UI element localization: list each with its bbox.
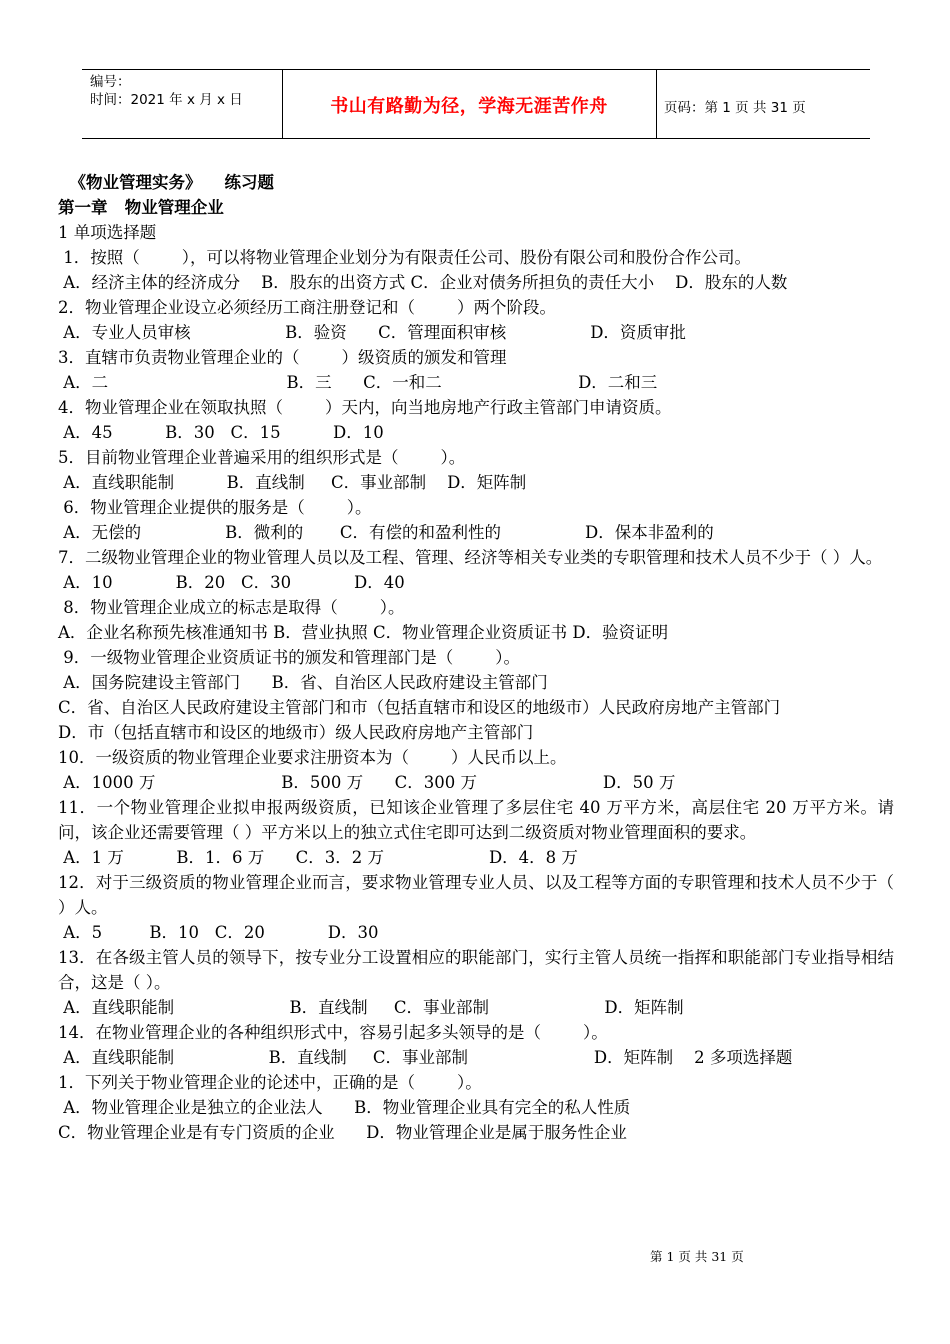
- options-line: A．物业管理企业是独立的企业法人 B．物业管理企业具有完全的私人性质: [58, 1098, 631, 1117]
- header-divider: [656, 70, 657, 138]
- options-line: A．1 万 B．1．6 万 C．3．2 万 D．4．8 万: [58, 848, 578, 867]
- question-line: 3．直辖市负责物业管理企业的（ ）级资质的颁发和管理: [58, 348, 507, 367]
- options-line: A．国务院建设主管部门 B．省、自治区人民政府建设主管部门: [58, 673, 548, 692]
- header-motto: 书山有路勤为径，学海无涯苦作舟: [330, 96, 608, 117]
- options-line: D．市（包括直辖市和设区的地级市）级人民政府房地产主管部门: [58, 723, 534, 742]
- section-heading: 1 单项选择题: [58, 223, 157, 242]
- header-page-label: 页码：第 1 页 共 31 页: [664, 100, 806, 116]
- options-line: A．1000 万 B．500 万 C．300 万 D．50 万: [58, 773, 676, 792]
- doc-time-label: 时间：2021 年 x 月 x 日: [90, 92, 243, 108]
- options-line: C．物业管理企业是有专门资质的企业 D．物业管理企业是属于服务性企业: [58, 1123, 627, 1142]
- chapter-heading: 第一章 物业管理企业: [58, 198, 224, 217]
- doc-number-label: 编号：: [90, 74, 131, 90]
- options-line: A．专业人员审核 B．验资 C．管理面积审核 D．资质审批: [58, 323, 686, 342]
- options-line: A．无偿的 B．微利的 C．有偿的和盈利性的 D．保本非盈利的: [58, 523, 714, 542]
- options-line: A．二 B．三 C．一和二 D．二和三: [58, 373, 658, 392]
- question-line: 1．下列关于物业管理企业的论述中，正确的是（ ）。: [58, 1073, 482, 1092]
- header-meta: [90, 73, 243, 109]
- question-line: 8．物业管理企业成立的标志是取得（ ）。: [58, 598, 405, 617]
- options-line: A．10 B．20 C．30 D．40: [58, 573, 405, 592]
- header-table: [82, 69, 870, 139]
- options-line: A．5 B．10 C．20 D．30: [58, 923, 379, 942]
- options-line: A．直线职能制 B．直线制 C．事业部制 D．矩阵制: [58, 998, 684, 1017]
- options-line: A．直线职能制 B．直线制 C．事业部制 D．矩阵制 2 多项选择题: [58, 1048, 793, 1067]
- question-line: 14．在物业管理企业的各种组织形式中，容易引起多头领导的是（ ）。: [58, 1023, 608, 1042]
- question-line: 13．在各级主管人员的领导下，按专业分工设置相应的职能部门，实行主管人员统一指挥和职能部门专业指导相结合，这是（ ）。: [58, 948, 894, 992]
- question-line: 9．一级物业管理企业资质证书的颁发和管理部门是（ ）。: [58, 648, 520, 667]
- document-body: [58, 170, 894, 1145]
- question-line: 2．物业管理企业设立必须经历工商注册登记和（ ）两个阶段。: [58, 298, 556, 317]
- question-line: 12．对于三级资质的物业管理企业而言，要求物业管理专业人员、以及工程等方面的专职管理和技术人员不少于（ ）人。: [58, 873, 894, 917]
- question-line: 1．按照（ ），可以将物业管理企业划分为有限责任公司、股份有限公司和股份合作公司。: [58, 248, 751, 267]
- question-line: 10．一级资质的物业管理企业要求注册资本为（ ）人民币以上。: [58, 748, 567, 767]
- question-line: 7．二级物业管理企业的物业管理人员以及工程、管理、经济等相关专业类的专职管理和技术人员不少于（ ）人。: [58, 548, 883, 567]
- options-line: A．45 B．30 C．15 D．10: [58, 423, 384, 442]
- options-line: C．省、自治区人民政府建设主管部门和市（包括直辖市和设区的地级市）人民政府房地产主管部门: [58, 698, 781, 717]
- question-line: 11．一个物业管理企业拟申报两级资质，已知该企业管理了多层住宅 40 万平方米，高层住宅 20 万平方米。请问，该企业还需要管理（ ）平方米以上的独立式住宅即可达到二级资质对物业管理面积的要求。: [58, 798, 894, 842]
- question-line: 4．物业管理企业在领取执照（ ）天内，向当地房地产行政主管部门申请资质。: [58, 398, 672, 417]
- question-line: 5．目前物业管理企业普遍采用的组织形式是（ ）。: [58, 448, 466, 467]
- options-line: A．直线职能制 B．直线制 C．事业部制 D．矩阵制: [58, 473, 527, 492]
- options-line: A．企业名称预先核准通知书 B．营业执照 C．物业管理企业资质证书 D．验资证明: [58, 623, 669, 642]
- doc-title: 《物业管理实务》 练习题: [58, 173, 274, 192]
- page-footer: 第 1 页 共 31 页: [650, 1249, 744, 1264]
- options-line: A．经济主体的经济成分 B．股东的出资方式 C．企业对债务所担负的责任大小 D．股东的人数: [58, 273, 788, 292]
- question-line: 6．物业管理企业提供的服务是（ ）。: [58, 498, 372, 517]
- header-divider: [282, 70, 283, 138]
